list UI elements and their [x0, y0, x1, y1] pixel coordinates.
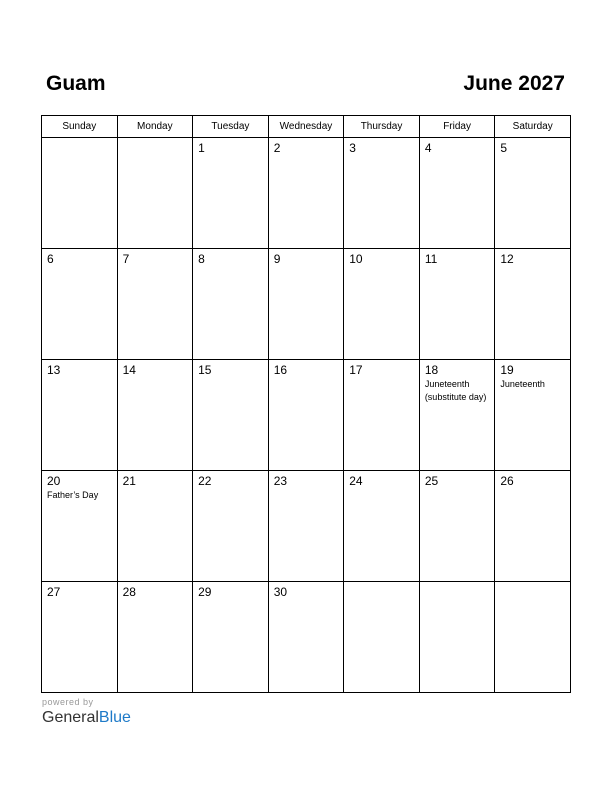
day-number: 24: [349, 474, 363, 488]
day-number: 2: [273, 141, 281, 155]
calendar-grid: [41, 115, 571, 693]
day-number: 17: [349, 363, 363, 377]
day-cell: [193, 138, 269, 249]
weekday-friday: Friday: [419, 116, 495, 138]
day-number: 11: [424, 252, 438, 266]
day-cell: [42, 249, 118, 360]
day-number: 22: [198, 474, 212, 488]
day-cell: [117, 471, 193, 582]
day-number: 7: [122, 252, 130, 266]
day-cell: [268, 582, 344, 693]
day-cell: [117, 138, 193, 249]
holiday-label: Father’s Day: [47, 490, 99, 500]
holiday-label: Juneteenth (substitute day): [424, 379, 487, 402]
day-number: 15: [198, 363, 212, 377]
day-cell: [344, 138, 420, 249]
brand-name: [42, 708, 131, 728]
brand-name-general: General: [42, 709, 99, 726]
week-row: [42, 360, 571, 471]
day-number: 1: [198, 141, 205, 155]
brand-name-blue: Blue: [98, 709, 131, 726]
holiday-label: Juneteenth: [500, 379, 545, 389]
day-cell: [268, 138, 344, 249]
day-cell: [268, 360, 344, 471]
weekday-wednesday: Wednesday: [268, 116, 344, 138]
day-number: 16: [273, 363, 288, 377]
day-number: 4: [424, 141, 432, 155]
day-cell: [419, 360, 495, 471]
day-cell: [419, 249, 495, 360]
day-cell: [344, 471, 420, 582]
powered-by-text: powered by: [42, 697, 94, 707]
day-cell: [193, 471, 269, 582]
day-number: 26: [500, 474, 514, 488]
day-number: 28: [122, 585, 136, 599]
day-number: 27: [47, 585, 61, 599]
day-cell: [495, 471, 571, 582]
day-number: 12: [500, 252, 514, 266]
day-number: 3: [349, 141, 356, 155]
footer-logo: [42, 696, 131, 728]
day-number: 13: [47, 363, 61, 377]
day-number: 20: [47, 474, 61, 488]
day-cell: [344, 249, 420, 360]
day-cell: [268, 249, 344, 360]
day-cell: [117, 249, 193, 360]
day-number: 21: [122, 474, 136, 488]
day-cell: [495, 249, 571, 360]
day-cell: [117, 582, 193, 693]
day-cell: [193, 249, 269, 360]
day-cell: [193, 360, 269, 471]
day-number: 8: [198, 252, 205, 266]
day-cell: [42, 471, 118, 582]
day-number: 9: [273, 252, 281, 266]
week-row: [42, 582, 571, 693]
day-cell: [344, 360, 420, 471]
day-cell: [117, 360, 193, 471]
day-cell: [419, 471, 495, 582]
day-number: 18: [424, 363, 439, 377]
day-cell: [344, 582, 420, 693]
day-cell: [419, 138, 495, 249]
region-title: Guam: [46, 72, 106, 95]
weekday-thursday: Thursday: [344, 116, 420, 138]
day-number: 10: [349, 252, 363, 266]
weekday-monday: Monday: [117, 116, 193, 138]
day-cell: [495, 360, 571, 471]
day-number: 23: [273, 474, 288, 488]
day-number: 19: [500, 363, 514, 377]
weeks-body: [42, 138, 571, 693]
week-row: [42, 138, 571, 249]
day-cell: [495, 582, 571, 693]
day-number: 5: [500, 141, 508, 155]
day-cell: [419, 582, 495, 693]
day-cell: [268, 471, 344, 582]
day-cell: [42, 360, 118, 471]
day-number: 6: [47, 252, 54, 266]
weekday-tuesday: Tuesday: [193, 116, 269, 138]
day-number: 29: [198, 585, 212, 599]
day-cell: [42, 582, 118, 693]
weekday-sunday: Sunday: [42, 116, 118, 138]
day-cell: [42, 138, 118, 249]
weekday-saturday: Saturday: [495, 116, 571, 138]
day-number: 25: [424, 474, 439, 488]
month-title: June 2027: [463, 72, 565, 95]
day-cell: [495, 138, 571, 249]
day-cell: [193, 582, 269, 693]
weekday-header-row: [42, 116, 571, 138]
week-row: [42, 249, 571, 360]
day-number: 14: [122, 363, 136, 377]
day-number: 30: [273, 585, 288, 599]
week-row: [42, 471, 571, 582]
